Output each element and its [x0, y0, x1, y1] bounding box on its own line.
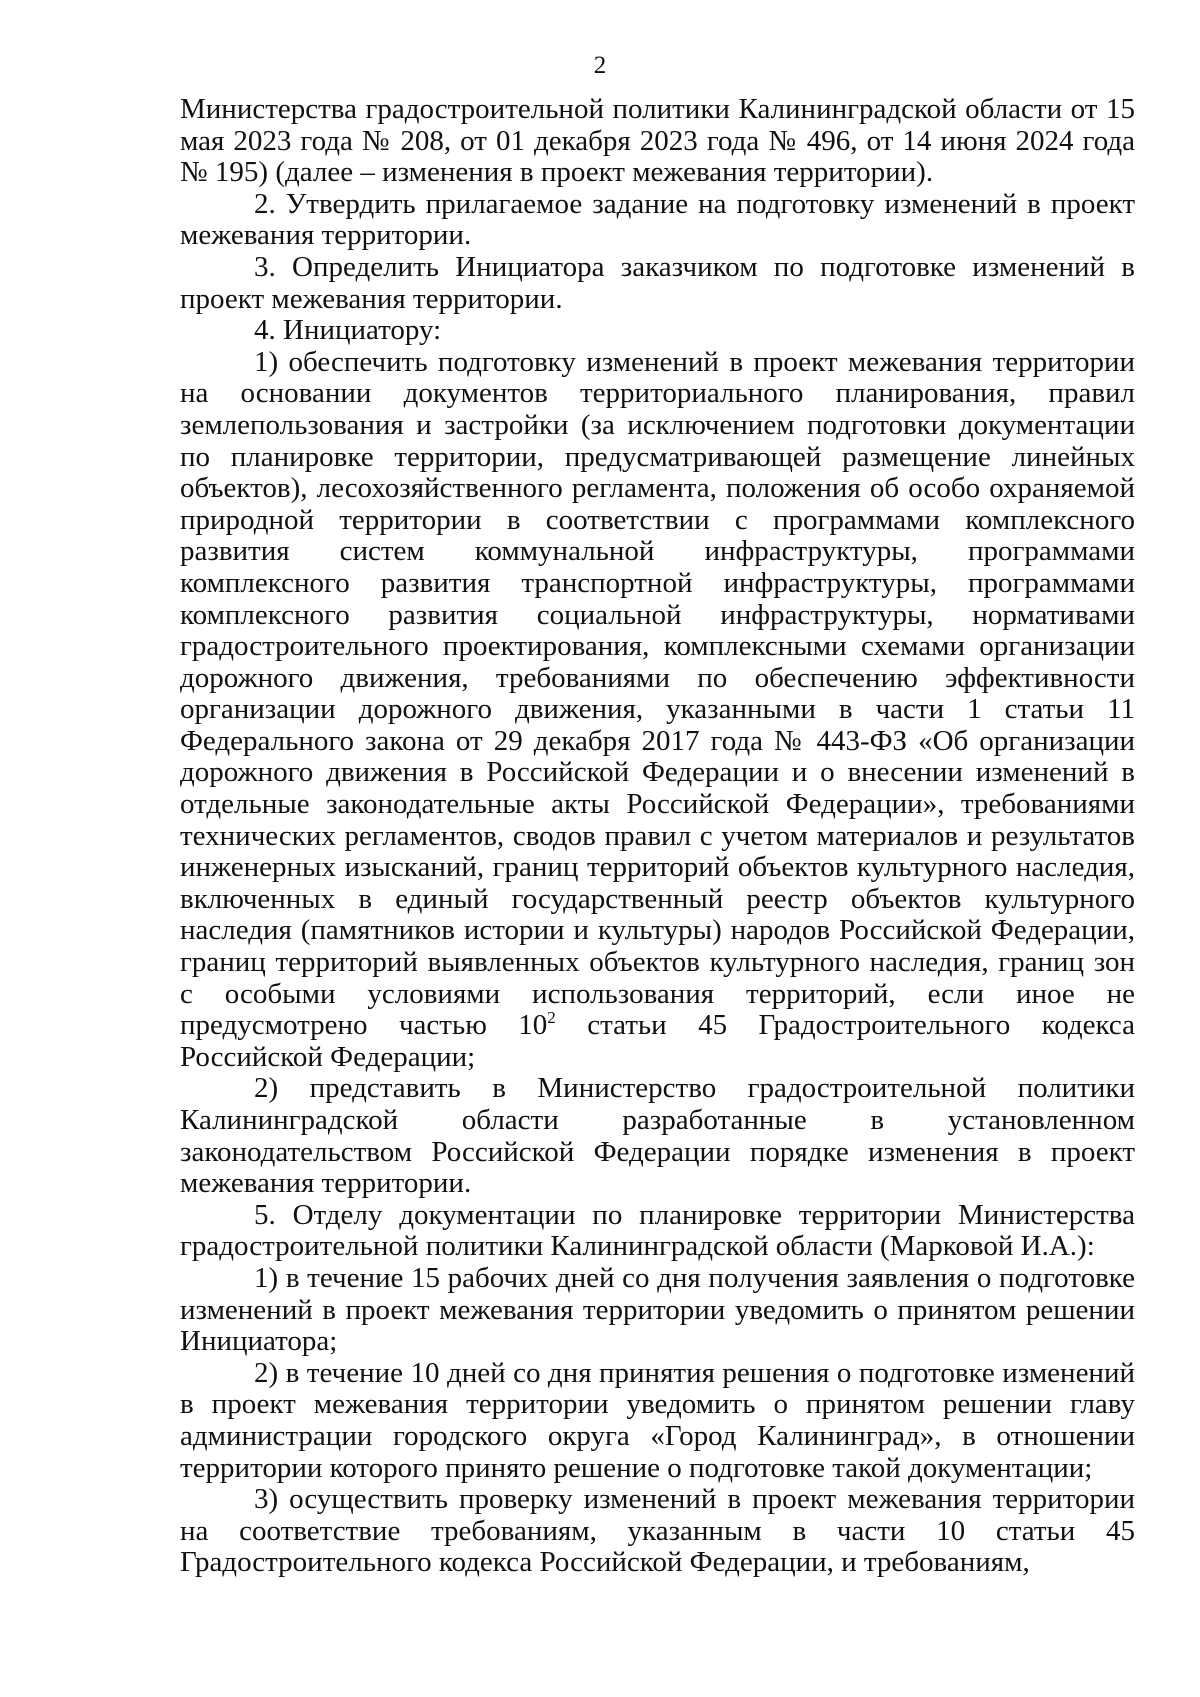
paragraph-item-3: 3. Определить Инициатора заказчиком по подготовке изменений в проект межевания территории. [180, 250, 1135, 315]
paragraph-item-5: 5. Отделу документации по планировке территории Министерства градостроительной политики Калининградской области (Марковой И.А.): [180, 1198, 1135, 1263]
paragraph-text: 1) обеспечить подготовку изменений в проект межевания территории на основании документов территориального планирования, правил землепользования и застройки (за исключением подготовки документации по планировке территории, предусматривающей размещение линейных объектов), лесохозяйственного регламента, положения об особо охраняемой природной территории в соответствии с программами комплексного развития систем коммунальной инфраструктуры, программами комплексного развития транспортной инфраструктуры, программами комплексного развития социальной инфраструктуры, нормативами градостроительного проектирования, комплексными схемами организации дорожного движения, требованиями по обеспечению эффективности организации дорожного движения, указанными в части 1 статьи 11 Федерального закона от 29 декабря 2017 года № 443-ФЗ «Об организации дорожного движения в Российской Федерации и о внесении изменений в отдельные законодательные акты Российской Федерации», требованиями технических регламентов, сводов правил с учетом материалов и результатов инженерных изысканий, границ территорий объектов культурного наследия, включенных в единый государственный реестр объектов культурного наследия (памятников истории и культуры) народов Российской Федерации, границ территорий выявленных объектов культурного наследия, границ зон с особыми условиями использования территорий, если иное не предусмотрено частью 10 [180, 345, 1135, 1042]
paragraph-item-4: 4. Инициатору: [254, 314, 442, 347]
page-number: 2 [593, 52, 607, 79]
paragraph-item-5-2: 2) в течение 10 дней со дня принятия решения о подготовке изменений в проект межевания территории уведомить о принятом решении главу администрации городского округа «Город Калининград», в отношении территории которого принято решение о подготовке такой документации; [180, 1356, 1135, 1484]
paragraph-item-4-2: 2) представить в Министерство градостроительной политики Калининградской области разработанные в установленном законодательством Российской Федерации порядке изменения в проект межевания территории. [180, 1072, 1135, 1200]
superscript: 2 [547, 1008, 556, 1028]
paragraph-item-4-1 [180, 347, 1135, 1074]
paragraph-text: статьи 45 Градостроительного кодекса Российской Федерации; [180, 1009, 1135, 1073]
paragraph-item-5-1: 1) в течение 15 рабочих дней со дня получения заявления о подготовке изменений в проект межевания территории уведомить о принятом решении Инициатора; [180, 1261, 1135, 1358]
document-body [180, 94, 1135, 1579]
paragraph-continuation: Министерства градостроительной политики Калининградской области от 15 мая 2023 года № 208, от 01 декабря 2023 года № 496, от 14 июня 2024 года № 195) (далее – изменения в проект межевания территории). [180, 93, 1135, 189]
paragraph-item-5-3: 3) осуществить проверку изменений в проект межевания территории на соответствие требованиям, указанным в части 10 статьи 45 Градостроительного кодекса Российской Федерации, и требованиям, [180, 1483, 1135, 1579]
paragraph-item-2: 2. Утвердить прилагаемое задание на подготовку изменений в проект межевания территории. [180, 187, 1135, 252]
